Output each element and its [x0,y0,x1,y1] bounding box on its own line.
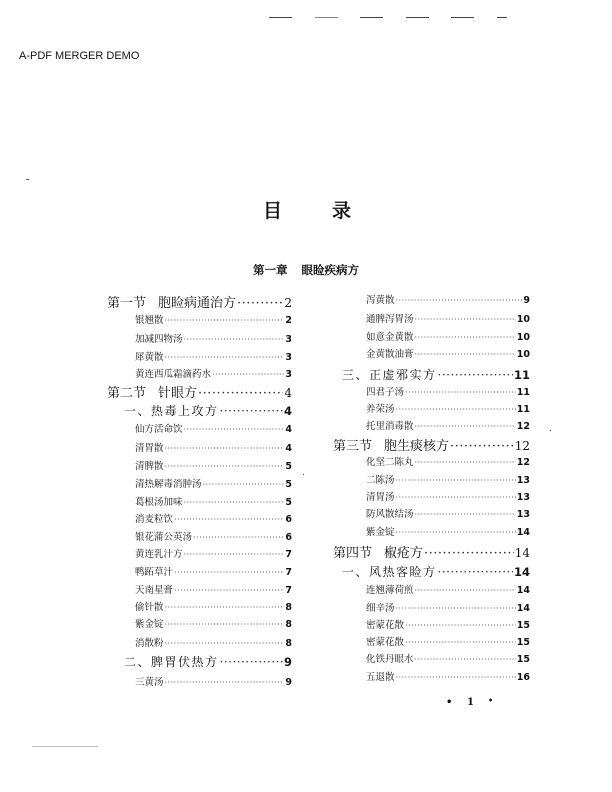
toc-entry-item[interactable] [366,329,530,343]
toc-page-number: 7 [285,549,292,560]
chapter-heading [0,262,612,278]
dot-leader [424,546,514,561]
toc-entry-sub[interactable] [124,402,292,419]
toc-entry-item[interactable] [366,489,530,503]
toc-page-number: 10 [516,332,530,343]
toc-page-number: 12 [516,421,530,432]
footer-dot-left: • [446,697,453,708]
scan-speck [303,474,304,475]
section-title: 针眼方 [158,386,198,401]
toc-entry-label: 犀黄散 [135,352,164,363]
toc-entry-label: 紫金锭 [135,619,164,630]
toc-entry-item[interactable] [135,312,292,326]
dot-leader [165,316,285,325]
toc-entry-label: 清胃汤 [366,492,395,503]
toc-entry-label [333,435,449,454]
toc-entry-label: 一、热毒上攻方 [124,404,219,418]
dot-leader [165,620,285,629]
toc-page-number: 9 [285,677,292,688]
dot-leader [415,315,516,324]
dot-leader [165,353,285,362]
toc-entry-item[interactable] [135,529,292,543]
dot-leader [184,335,285,344]
dot-leader [415,510,516,519]
toc-entry-section[interactable] [333,435,530,454]
dot-leader [174,515,284,524]
toc-entry-label: 清热解毒消肿汤 [135,479,202,490]
toc-page-number: 2 [284,296,292,310]
footer-page-number: 1 [467,697,474,708]
dot-leader [198,386,283,401]
toc-entry-label: 二、脾胃伏热方 [124,655,219,669]
toc-page-number: 14 [513,565,530,579]
toc-page-number: 9 [523,295,530,306]
toc-entry-item[interactable] [366,617,530,631]
toc-entry-item[interactable] [366,669,530,683]
page-footer [440,697,500,711]
toc-entry-item[interactable] [135,331,292,345]
toc-page-number: 4 [284,386,292,400]
toc-page-number: 13 [516,509,530,520]
toc-entry-item[interactable] [366,401,530,415]
toc-page-number: 5 [285,497,292,508]
toc-entry-item[interactable] [135,599,292,613]
toc-entry-sub[interactable] [342,366,530,383]
toc-page-number: 9 [283,655,292,669]
toc-entry-label: 泻黄散 [366,295,395,306]
toc-entry-item[interactable] [366,472,530,486]
dot-leader [165,462,285,471]
toc-entry-label: 消散粉 [135,638,164,649]
dot-leader [174,568,284,577]
toc-entry-label: 防风散结汤 [366,509,414,520]
toc-page-number: 2 [285,315,292,326]
toc-page-number: 13 [516,492,530,503]
toc-page-number: 4 [285,443,292,454]
toc-page-number: 14 [514,546,530,560]
toc-entry-item[interactable] [135,635,292,649]
header-dash-rule [0,17,612,21]
toc-entry-section[interactable] [333,542,530,561]
toc-page-number: 6 [285,532,292,543]
toc-entry-label: 通脾泻胃汤 [366,314,414,325]
chapter-title: 眼睑疾病方 [301,263,359,277]
toc-entry-item[interactable] [366,454,530,468]
dot-leader [165,639,285,648]
toc-page-number: 15 [516,637,530,648]
toc-entry-sub[interactable] [342,563,530,580]
toc-entry-label [107,292,236,311]
toc-entry-label: 银花蒲公英汤 [135,532,193,543]
dot-leader [415,333,516,342]
dot-leader [415,586,516,595]
toc-entry-item[interactable] [135,546,292,560]
toc-entry-item[interactable] [135,421,292,435]
dot-leader [450,439,514,454]
dot-leader [405,638,516,647]
toc-entry-label: 银翘散 [135,315,164,326]
toc-page-number: 7 [285,567,292,578]
chapter-number: 第一章 [253,263,288,277]
toc-entry-label: 金黄散油膏 [366,349,414,360]
toc-entry-item[interactable] [135,582,292,596]
toc-page-number: 12 [516,457,530,468]
toc-entry-label: 三、正虚邪实方 [342,368,437,382]
toc-entry-label: 仙方活命饮 [135,424,183,435]
dot-leader [405,388,516,397]
toc-entry-item[interactable] [366,651,530,665]
section-number: 第三节 [333,439,373,454]
toc-page-number: 10 [516,314,530,325]
footer-dot-right: • [488,695,494,705]
toc-entry-label: 养荣汤 [366,404,395,415]
watermark-text: A-PDF MERGER DEMO [19,50,140,62]
section-title: 椒疮方 [384,546,424,561]
scan-speck [26,179,29,180]
toc-entry-item[interactable] [135,511,292,525]
toc-entry-label: 五退散 [366,672,395,683]
dot-leader [220,404,283,418]
toc-page-number: 11 [516,404,530,415]
dot-leader [220,655,283,669]
toc-entry-label: 葛根汤加味 [135,497,183,508]
toc-page-number: 12 [514,439,530,453]
dot-leader [184,550,285,559]
toc-entry-label: 密蒙花散 [366,637,405,648]
toc-page-number: 3 [285,334,292,345]
dot-leader [174,586,284,595]
toc-page-number: 4 [283,404,292,418]
dot-leader [193,533,284,542]
dot-leader [396,476,516,485]
toc-entry-item[interactable] [135,349,292,363]
toc-entry-label: 消麦粒饮 [135,514,174,525]
toc-page-number: 7 [285,585,292,596]
dot-leader [212,370,284,379]
dot-leader [165,603,285,612]
toc-page-number: 14 [516,585,530,596]
toc-page-number: 16 [516,672,530,683]
toc-entry-label: 偷针散 [135,602,164,613]
toc-entry-item[interactable] [135,440,292,454]
toc-entry-label: 黄连西瓜霜滴药水 [135,369,212,380]
toc-page-number: 15 [516,620,530,631]
title-char-2: 录 [332,200,352,222]
toc-page-number: 5 [285,479,292,490]
toc-page-number: 8 [285,638,292,649]
toc-entry-section[interactable] [107,292,292,311]
toc-entry-label: 连翘薄荷煎 [366,585,414,596]
toc-entry-item[interactable] [366,582,530,596]
dot-leader [165,444,285,453]
toc-entry-item[interactable] [135,366,292,380]
toc-entry-label: 细辛汤 [366,603,395,614]
toc-entry-label: 清胃散 [135,443,164,454]
toc-entry-label: 紫金锭 [366,527,395,538]
toc-page-number: 3 [285,369,292,380]
toc-page-number: 10 [516,349,530,360]
toc-entry-item[interactable] [135,674,292,688]
toc-entry-item[interactable] [366,346,530,360]
section-title: 胞生痰核方 [384,439,450,454]
scan-speck [550,430,551,431]
toc-entry-label: 化铁丹眼水 [366,654,414,665]
toc-entry-label: 如意金黄散 [366,332,414,343]
toc-entry-item[interactable] [135,616,292,630]
dot-leader [438,368,513,382]
toc-page-number: 8 [285,619,292,630]
toc-page-number: 11 [516,387,530,398]
dot-leader [203,480,285,489]
dot-leader [396,673,516,682]
dot-leader [415,655,516,664]
dot-leader [415,458,516,467]
dot-leader [184,425,285,434]
dot-leader [396,296,523,305]
toc-entry-label: 三黄汤 [135,677,164,688]
toc-page-number: 6 [285,514,292,525]
toc-page-number: 11 [513,368,530,382]
section-title: 胞睑病通治方 [158,296,237,311]
toc-entry-item[interactable] [135,494,292,508]
toc-entry-item[interactable] [135,476,292,490]
dot-leader [396,604,516,613]
toc-page-number: 14 [516,527,530,538]
toc-entry-label: 二陈汤 [366,475,395,486]
section-number: 第二节 [107,386,147,401]
toc-entry-label [333,542,423,561]
toc-entry-label [107,382,197,401]
toc-entry-label: 四君子汤 [366,387,405,398]
toc-page-number: 8 [285,602,292,613]
toc-entry-label: 黄连乳汁方 [135,549,183,560]
toc-entry-item[interactable] [366,384,530,398]
dot-leader [396,493,516,502]
toc-entry-item[interactable] [366,524,530,538]
toc-entry-sub[interactable] [124,653,292,670]
dot-leader [438,565,513,579]
toc-entry-label: 一、风热客睑方 [342,565,437,579]
toc-page-number: 3 [285,352,292,363]
dot-leader [415,350,516,359]
toc-page-number: 13 [516,475,530,486]
scan-noise [32,746,98,747]
toc-entry-item[interactable] [366,600,530,614]
dot-leader [415,422,516,431]
toc-entry-label: 天南星膏 [135,585,174,596]
toc-entry-item[interactable] [366,418,530,432]
toc-entry-item[interactable] [366,634,530,648]
toc-entry-item[interactable] [135,458,292,472]
toc-entry-item[interactable] [366,311,530,325]
toc-entry-label: 清脾散 [135,461,164,472]
title-char-1: 目 [263,200,283,222]
toc-page-number: 15 [516,654,530,665]
toc-entry-item[interactable] [135,564,292,578]
dot-leader [237,296,283,311]
dot-leader [396,405,516,414]
dot-leader [405,621,516,630]
toc-entry-section[interactable] [107,382,292,401]
toc-entry-label: 鸭跖草汁 [135,567,174,578]
toc-page-number: 4 [285,424,292,435]
toc-page-number: 5 [285,461,292,472]
toc-entry-label: 加减四物汤 [135,334,183,345]
section-number: 第一节 [107,296,147,311]
toc-entry-label: 托里消毒散 [366,421,414,432]
toc-entry-item[interactable] [366,292,530,306]
toc-entry-label: 密蒙花散 [366,620,405,631]
section-number: 第四节 [333,546,373,561]
toc-entry-item[interactable] [366,506,530,520]
toc-page-number: 14 [516,603,530,614]
dot-leader [184,498,285,507]
dot-leader [165,678,285,687]
toc-entry-label: 化坚二陈丸 [366,457,414,468]
dot-leader [396,528,516,537]
